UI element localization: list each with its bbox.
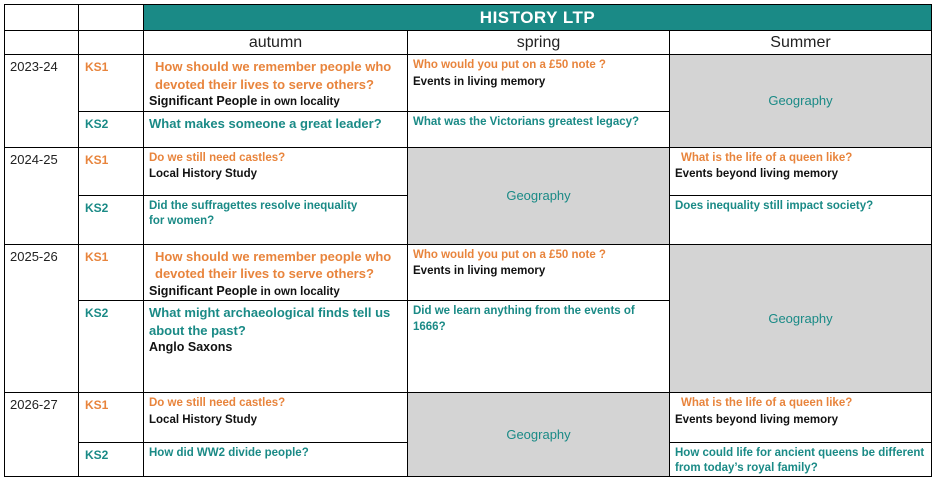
question: Who would you put on a £50 note ? [413,248,606,261]
cell-2026-ks1-autumn [144,393,408,443]
topic [149,283,403,301]
cell-2026-spring-geography: Geography [408,393,670,477]
cell-2025-ks2-spring [408,301,670,393]
question: How should we remember people who devoted their lives to serve others? [155,59,392,92]
year-2025-26: 2025-26 [5,244,79,393]
ks2-label: KS2 [79,301,144,393]
cell-2026-ks2-summer [670,443,932,477]
topic: Local History Study [149,413,257,426]
question: What was the Victorians greatest legacy? [413,115,640,128]
topic: Local History Study [149,168,257,181]
cell-2025-summer-geography: Geography [670,244,932,393]
topic: Events beyond living memory [675,413,838,426]
year-2026-27: 2026-27 [5,393,79,477]
season-spring: spring [408,31,670,55]
cell-2025-ks2-autumn [144,301,408,393]
question: Do we still need castles? [149,397,286,410]
question: What might archaeological finds tell us about the past? [149,305,391,338]
blank-header-cell [5,31,79,55]
cell-2024-ks1-summer [670,147,932,195]
question: Did we learn anything from the events of 1666? [413,305,635,333]
question: Does inequality still impact society? [675,199,874,212]
question: Did the suffragettes resolve inequality for women? [149,199,358,228]
topic-bold: Significant People [149,94,258,109]
cell-2026-ks2-autumn [144,443,408,477]
ks1-label: KS1 [79,393,144,443]
cell-2023-ks2-spring [408,111,670,147]
topic: Events beyond living memory [675,168,838,181]
ks1-label: KS1 [79,244,144,301]
cell-2023-ks1-autumn [144,55,408,112]
topic-rest: in own locality [257,96,340,109]
cell-2024-ks2-summer [670,195,932,244]
cell-2023-ks2-autumn [144,111,408,147]
year-2024-25: 2024-25 [5,147,79,244]
ks2-label: KS2 [79,443,144,477]
question: What is the life of a queen like? [681,397,853,410]
question: How could life for ancient queens be different from today’s royal family? [675,447,925,475]
cell-2024-ks2-autumn [144,195,408,244]
topic: Events in living memory [413,265,546,278]
ks2-label: KS2 [79,195,144,244]
cell-2026-ks1-summer [670,393,932,443]
cell-2024-ks1-autumn [144,147,408,195]
question: Do we still need castles? [149,151,286,164]
question: What makes someone a great leader? [149,115,382,131]
ks1-label: KS1 [79,55,144,112]
page-title: HISTORY LTP [144,5,932,31]
cell-2023-summer-geography: Geography [670,55,932,148]
year-2023-24: 2023-24 [5,55,79,148]
topic-bold: Significant People [149,283,258,298]
question: How should we remember people who devoted their lives to serve others? [155,248,392,282]
ks2-label: KS2 [79,111,144,147]
topic-rest: in own locality [257,285,340,298]
corner-cell [5,5,79,31]
question: Who would you put on a £50 note ? [413,59,606,71]
cell-2025-ks1-spring [408,244,670,301]
question: How did WW2 divide people? [149,447,309,460]
season-autumn: autumn [144,31,408,55]
cell-2025-ks1-autumn [144,244,408,301]
topic: Anglo Saxons [149,340,233,355]
ks1-label: KS1 [79,147,144,195]
cell-2023-ks1-spring [408,55,670,112]
corner-cell-2 [79,5,144,31]
blank-header-cell-2 [79,31,144,55]
question: What is the life of a queen like? [681,151,853,164]
topic: Events in living memory [413,75,546,88]
topic [149,93,403,111]
season-summer: Summer [670,31,932,55]
cell-2024-spring-geography: Geography [408,147,670,244]
history-ltp-table [4,4,932,477]
